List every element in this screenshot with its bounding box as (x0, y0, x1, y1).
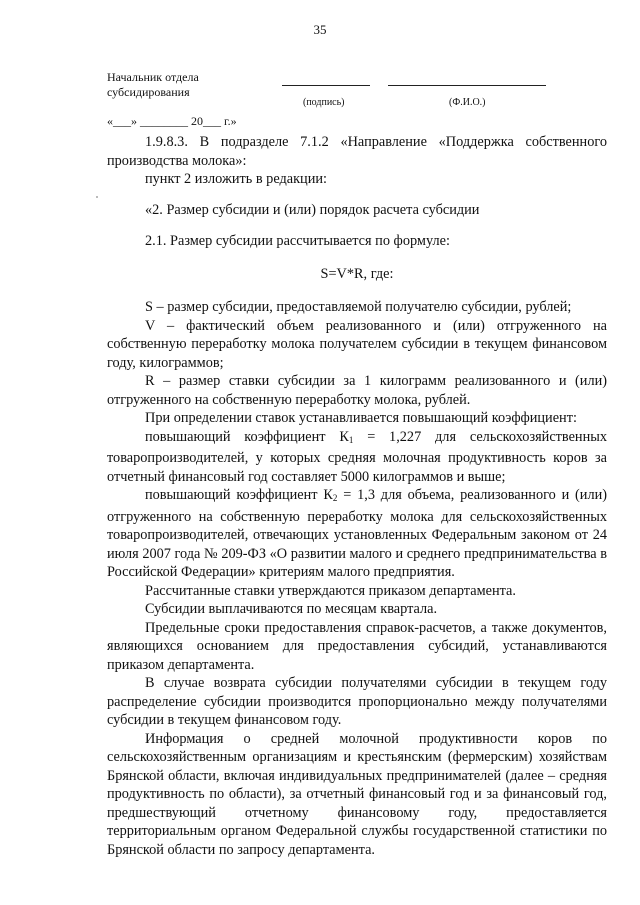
signature-caption: (подпись) (303, 97, 345, 108)
formula-intro-block (107, 232, 607, 251)
intro-paragraph-2: пункт 2 изложить в редакции: (145, 171, 327, 187)
subsidy-heading: «2. Размер субсидии и (или) порядок расчета субсидии (145, 202, 480, 218)
name-line (388, 85, 546, 86)
page-number: 35 (313, 22, 327, 37)
signature-line (282, 85, 370, 86)
intro-paragraph-1: 1.9.8.3. В подразделе 7.1.2 «Направление «Поддержка собственного производства молока»: (107, 134, 607, 169)
date-line: «___» ________ 20___ г.» (107, 114, 237, 128)
main-text (107, 298, 607, 859)
rule-productivity-info: Информация о средней молочной продуктивности коров по сельскохозяйственным организациям и крестьянским (фермерским) хозяйствам Брянской области, включая индивидуальных предпринимателей (далее – средняя продуктивность по области), за отчетный финансовый год и за финансовый год, предшествующий отчетному финансовому году, предоставляется территориальным органом Федеральной службы государственной статистики по Брянской области по запросу департамента. (107, 730, 607, 858)
rule-rates-approved: Рассчитанные ставки утверждаются приказом департамента. (145, 582, 516, 599)
subsidy-heading-block (107, 201, 607, 220)
signature-position (107, 70, 199, 100)
coefficient-intro: При определении ставок устанавливается повышающий коэффициент: (145, 410, 577, 426)
coefficient-k1: повышающий коэффициент $К_1 = 1,227$ для сельскохозяйственных товаропроизводителей, у которых средняя молочная продуктивность коров за отчетный финансовый год составляет 5000 килограммов и выше; (107, 428, 607, 485)
scan-mark (96, 196, 98, 198)
definition-r: R – размер ставки субсидии за 1 килограмм реализованного и (или) отгруженного на собственную переработку молока, рублей. (107, 373, 607, 408)
formula-intro: 2.1. Размер субсидии рассчитывается по формуле: (145, 233, 450, 249)
definition-s: S – размер субсидии, предоставляемой получателю субсидии, рублей; (145, 299, 572, 315)
rule-deadlines: Предельные сроки предоставления справок-расчетов, а также документов, являющихся основанием для предоставления субсидий, устанавливаются приказом департамента. (107, 619, 607, 673)
intro-block (107, 133, 607, 189)
definition-v: V – фактический объем реализованного и (или) отгруженного на собственную переработку молока получателем субсидии в текущем финансовом году, килограммов; (107, 317, 607, 371)
name-caption: (Ф.И.О.) (449, 97, 486, 108)
position-line-2: субсидирования (107, 85, 190, 99)
rule-refund-distribution: В случае возврата субсидии получателями субсидии в текущем году распределение субсидии производится пропорционально между получателями субсидии в текущем финансовом году. (107, 675, 607, 728)
coefficient-k2: повышающий коэффициент $К_2 = 1,3$ для объема, реализованного и (или) отгруженного на собственную переработку молока для сельскохозяйственных товаропроизводителей, отвечающих установленных Федеральным законом от 24 июля 2007 года № 209-ФЗ «О развитии малого и среднего предпринимательства в Российской Федерации» критериям малого предприятия. (107, 487, 607, 580)
formula: S=V*R, где: (320, 266, 394, 282)
position-line-1: Начальник отдела (107, 70, 199, 84)
rule-payment-schedule: Субсидии выплачиваются по месяцам квартала. (145, 601, 438, 617)
